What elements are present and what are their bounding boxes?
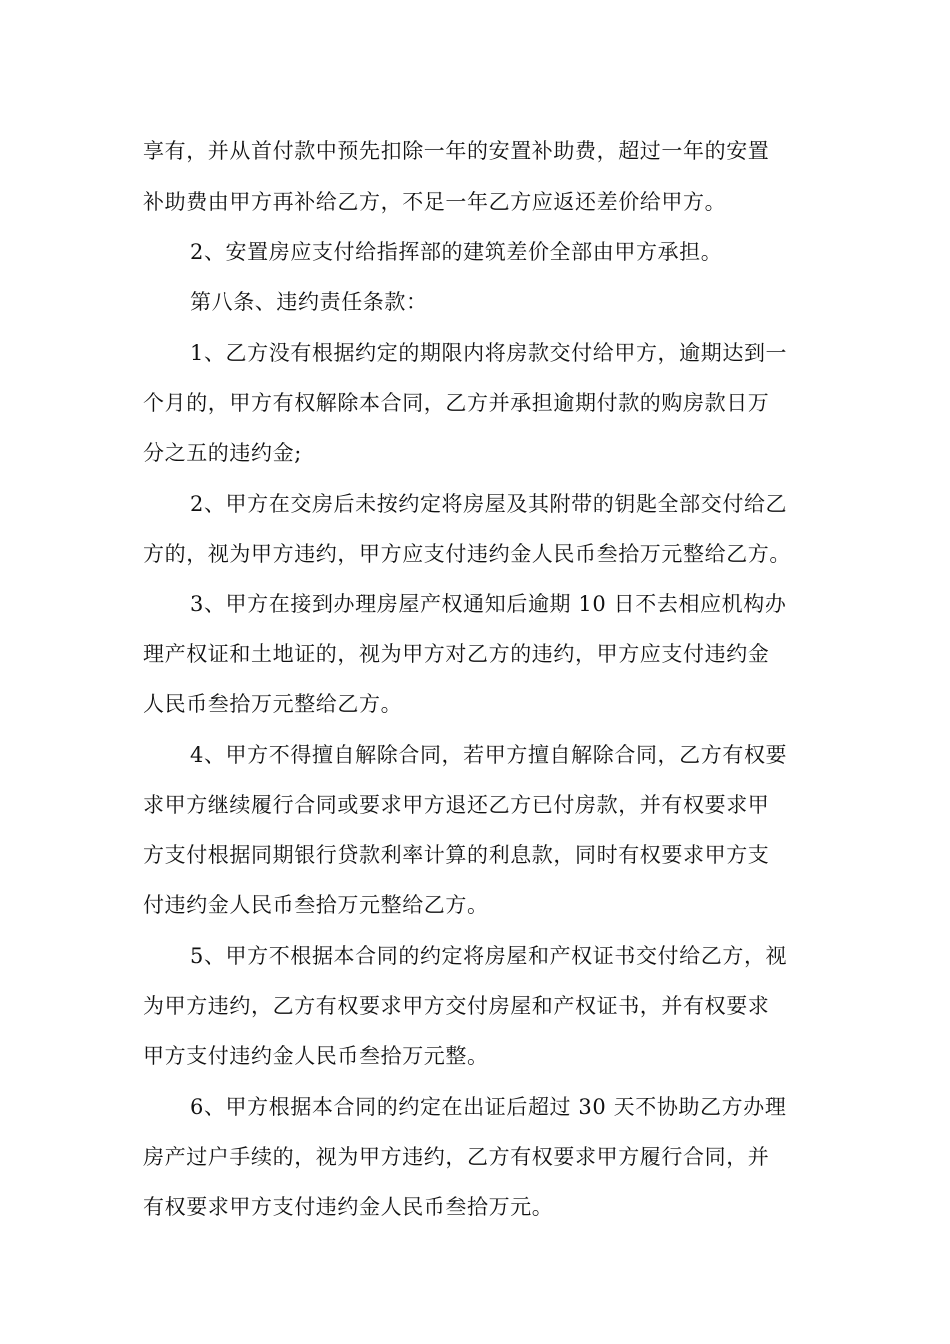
text-line: 为甲方违约，乙方有权要求甲方交付房屋和产权证书，并有权要求 <box>143 994 770 1018</box>
text-line: 4、甲方不得擅自解除合同，若甲方擅自解除合同，乙方有权要 <box>190 743 788 767</box>
text-line: 求甲方继续履行合同或要求甲方退还乙方已付房款，并有权要求甲 <box>143 793 770 817</box>
text-line: 2、甲方在交房后未按约定将房屋及其附带的钥匙全部交付给乙 <box>190 492 788 516</box>
text-line: 方支付根据同期银行贷款利率计算的利息款，同时有权要求甲方支 <box>143 843 770 867</box>
text-line: 2、安置房应支付给指挥部的建筑差价全部由甲方承担。 <box>190 240 723 264</box>
text-line: 1、乙方没有根据约定的期限内将房款交付给甲方，逾期达到一 <box>190 341 788 365</box>
text-line: 个月的，甲方有权解除本合同，乙方并承担逾期付款的购房款日万 <box>143 391 770 415</box>
text-line: 房产过户手续的，视为甲方违约，乙方有权要求甲方履行合同，并 <box>143 1145 770 1169</box>
text-line: 3、甲方在接到办理房屋产权通知后逾期 10 日不去相应机构办 <box>190 592 787 616</box>
text-line: 6、甲方根据本合同的约定在出证后超过 30 天不协助乙方办理 <box>190 1095 787 1119</box>
text-line: 享有，并从首付款中预先扣除一年的安置补助费，超过一年的安置 <box>143 139 770 163</box>
text-line: 分之五的违约金; <box>143 441 302 465</box>
text-line: 甲方支付违约金人民币叁拾万元整。 <box>143 1044 489 1068</box>
text-line: 有权要求甲方支付违约金人民币叁拾万元。 <box>143 1195 554 1219</box>
text-line: 方的，视为甲方违约，甲方应支付违约金人民币叁拾万元整给乙方。 <box>143 542 791 566</box>
text-line: 5、甲方不根据本合同的约定将房屋和产权证书交付给乙方，视 <box>190 944 788 968</box>
text-line: 付违约金人民币叁拾万元整给乙方。 <box>143 893 489 917</box>
text-line: 补助费由甲方再补给乙方，不足一年乙方应返还差价给甲方。 <box>143 190 727 214</box>
section-heading: 第八条、违约责任条款： <box>190 290 428 314</box>
text-line: 理产权证和土地证的，视为甲方对乙方的违约，甲方应支付违约金 <box>143 642 770 666</box>
text-line: 人民币叁拾万元整给乙方。 <box>143 692 403 716</box>
